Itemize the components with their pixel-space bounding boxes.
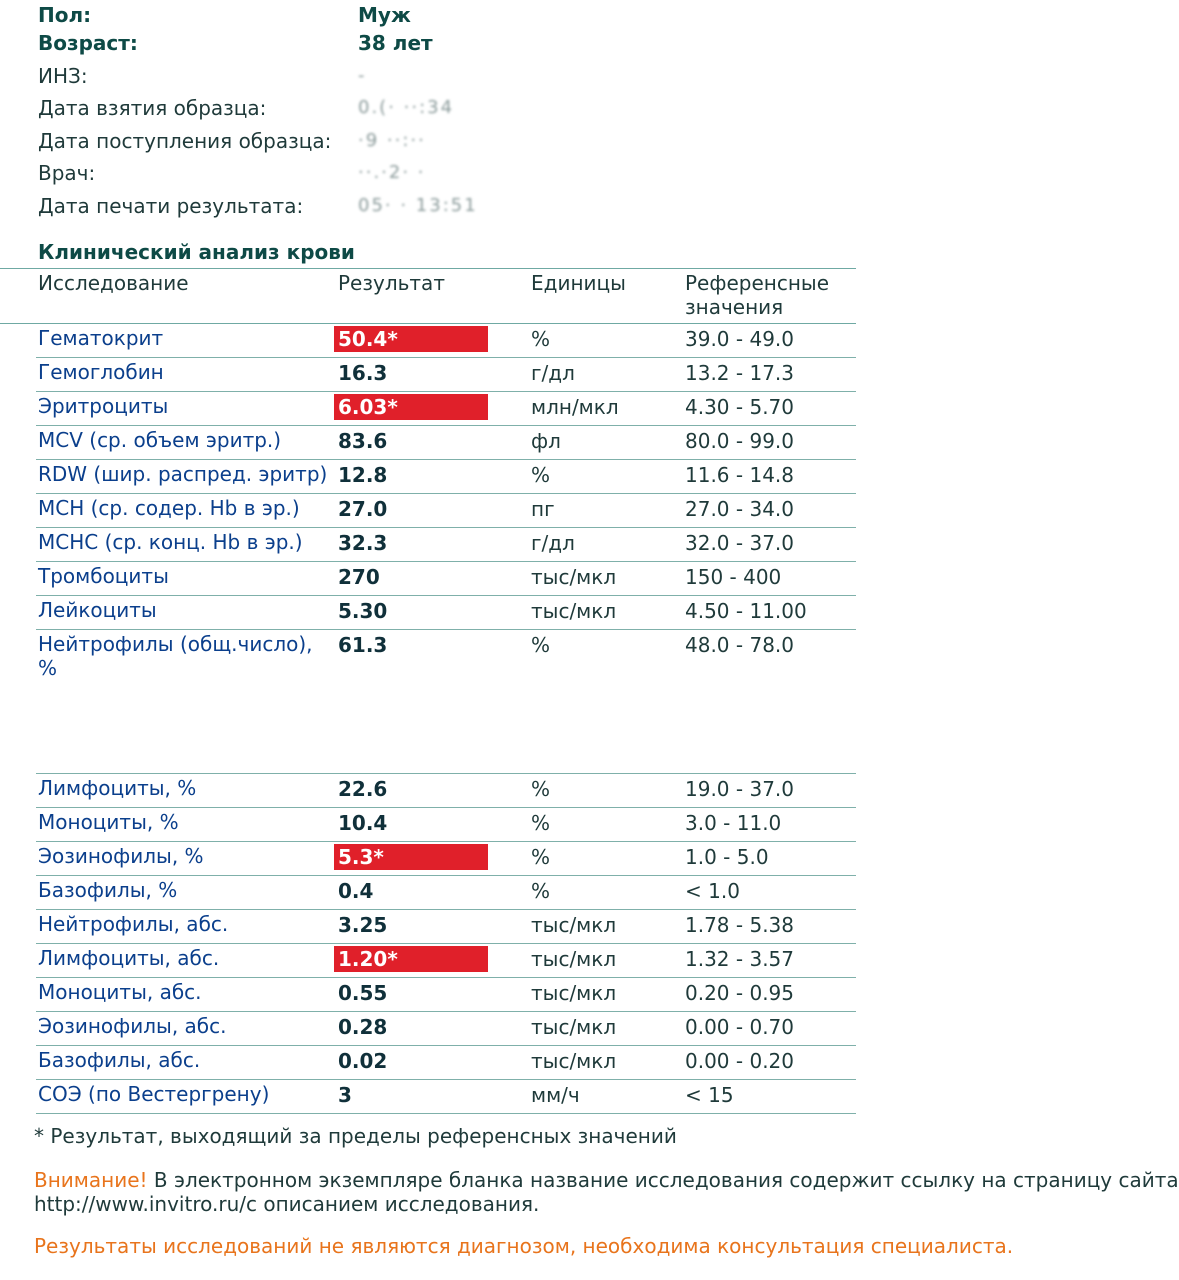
warning-line (34, 1168, 1179, 1192)
result-value: 270 (338, 565, 380, 589)
result-value: 10.4 (338, 811, 388, 835)
result-unit: % (531, 327, 551, 351)
result-unit: тыс/мкл (531, 947, 617, 971)
result-value: 83.6 (338, 429, 388, 453)
test-name-line: Базофилы, % (38, 878, 178, 902)
result-value: 5.30 (338, 599, 388, 623)
result-unit: тыс/мкл (531, 1049, 617, 1073)
test-name-line: Гематокрит (38, 326, 164, 350)
table-row (36, 358, 856, 392)
header-units: Единицы (531, 271, 626, 295)
result-value: 22.6 (338, 777, 388, 801)
header-reference-line1: Референсные (685, 271, 830, 295)
reference-range: < 15 (685, 1083, 734, 1107)
table-row (36, 978, 856, 1012)
table-row (36, 426, 856, 460)
age-label: Возраст: (38, 31, 138, 55)
warning-text: В электронном экземпляре бланка название исследования содержит ссылку на страницу сайта (147, 1168, 1179, 1192)
warning-label: Внимание! (34, 1168, 148, 1192)
test-name-line: Тромбоциты (38, 564, 169, 588)
table-row (36, 494, 856, 528)
test-name (38, 632, 313, 680)
result-value: 3.25 (338, 913, 388, 937)
result-value-flagged: 6.03* (334, 394, 488, 420)
test-name-line: MCH (ср. содер. Hb в эр.) (38, 496, 300, 520)
test-name (38, 844, 204, 868)
result-unit: тыс/мкл (531, 1015, 617, 1039)
header-reference (685, 271, 829, 319)
reference-range: 1.32 - 3.57 (685, 947, 794, 971)
result-unit: тыс/мкл (531, 981, 617, 1005)
result-unit: % (531, 633, 551, 657)
warning-link-line: http://www.invitro.ru/с описанием исследования. (34, 1192, 540, 1216)
test-name (38, 810, 179, 834)
reference-range: 4.50 - 11.00 (685, 599, 807, 623)
reference-range: 0.00 - 0.20 (685, 1049, 794, 1073)
test-name (38, 428, 281, 452)
table-row (36, 460, 856, 494)
test-name (38, 1082, 269, 1106)
test-name (38, 878, 177, 902)
table-row (36, 1046, 856, 1080)
table-row (36, 910, 856, 944)
result-value: 0.02 (338, 1049, 388, 1073)
reference-range: < 1.0 (685, 879, 740, 903)
result-unit: пг (531, 497, 555, 521)
result-value-flagged: 50.4* (334, 326, 488, 352)
sample-date-value: 0.(· ··:34 (358, 97, 455, 118)
table-row (36, 392, 856, 426)
final-note: Результаты исследований не являются диагнозом, необходима консультация специалиста. (34, 1234, 1014, 1258)
reference-range: 150 - 400 (685, 565, 782, 589)
test-name (38, 946, 219, 970)
reference-range: 80.0 - 99.0 (685, 429, 794, 453)
result-value-flagged: 1.20* (334, 946, 488, 972)
test-name (38, 776, 196, 800)
result-unit: % (531, 879, 551, 903)
print-date-value: 05· · 13:51 (358, 195, 478, 216)
section-title: Клинический анализ крови (38, 240, 355, 264)
test-name-line: Моноциты, % (38, 810, 179, 834)
test-name-line: Лейкоциты (38, 598, 157, 622)
reference-range: 4.30 - 5.70 (685, 395, 794, 419)
test-name-line: Гемоглобин (38, 360, 164, 384)
reference-range: 13.2 - 17.3 (685, 361, 794, 385)
test-name (38, 394, 168, 418)
header-reference-line2: значения (685, 295, 784, 319)
test-name-line: Эозинофилы, % (38, 844, 204, 868)
inz-label: ИНЗ: (38, 64, 88, 88)
test-name-line: Нейтрофилы (общ.число), (38, 632, 313, 656)
result-value: 12.8 (338, 463, 388, 487)
result-value: 0.55 (338, 981, 388, 1005)
table-row (36, 324, 856, 358)
test-name-line: Эритроциты (38, 394, 169, 418)
test-name-line: Нейтрофилы, абс. (38, 912, 229, 936)
header-test: Исследование (38, 271, 189, 295)
result-unit: фл (531, 429, 561, 453)
test-name-line: Моноциты, абс. (38, 980, 202, 1004)
table-row (36, 1080, 856, 1114)
test-name (38, 980, 202, 1004)
test-name-line: MCHC (ср. конц. Hb в эр.) (38, 530, 303, 554)
test-name-line: Эозинофилы, абс. (38, 1014, 227, 1038)
table-row (36, 944, 856, 978)
table-row (36, 596, 856, 630)
result-unit: % (531, 463, 551, 487)
test-name-line: СОЭ (по Вестергрену) (38, 1082, 270, 1106)
result-unit: % (531, 845, 551, 869)
result-unit: мм/ч (531, 1083, 580, 1107)
table-row (36, 774, 856, 808)
test-name-line: Лимфоциты, абс. (38, 946, 220, 970)
table-row (36, 562, 856, 596)
test-name-line: Лимфоциты, % (38, 776, 197, 800)
test-name (38, 462, 327, 486)
test-name-line: Базофилы, абс. (38, 1048, 201, 1072)
doctor-value: ··.·2· · (358, 162, 426, 183)
test-name (38, 598, 157, 622)
table-row (36, 630, 856, 774)
test-name (38, 360, 164, 384)
result-value: 27.0 (338, 497, 388, 521)
reference-range: 39.0 - 49.0 (685, 327, 794, 351)
receipt-date-value: ·9 ··:·· (358, 130, 426, 151)
test-name (38, 1014, 226, 1038)
header-result: Результат (338, 271, 445, 295)
result-value: 32.3 (338, 531, 388, 555)
reference-range: 27.0 - 34.0 (685, 497, 794, 521)
reference-range: 1.78 - 5.38 (685, 913, 794, 937)
table-row (36, 528, 856, 562)
reference-range: 3.0 - 11.0 (685, 811, 782, 835)
test-name (38, 564, 169, 588)
receipt-date-label: Дата поступления образца: (38, 129, 332, 153)
result-unit: тыс/мкл (531, 913, 617, 937)
test-name-line: MCV (ср. объем эритр.) (38, 428, 282, 452)
result-value: 61.3 (338, 633, 388, 657)
test-name (38, 496, 300, 520)
table-row (36, 1012, 856, 1046)
print-date-label: Дата печати результата: (38, 194, 304, 218)
table-row (36, 876, 856, 910)
doctor-label: Врач: (38, 161, 96, 185)
result-unit: г/дл (531, 361, 575, 385)
test-name (38, 1048, 200, 1072)
inz-value: - (358, 65, 367, 86)
table-row (36, 842, 856, 876)
footnote: * Результат, выходящий за пределы референсных значений (34, 1124, 677, 1148)
table-header (0, 268, 856, 324)
result-value-flagged: 5.3* (334, 844, 488, 870)
test-name (38, 912, 228, 936)
sex-label: Пол: (38, 3, 92, 27)
table-row (36, 808, 856, 842)
test-name (38, 326, 163, 350)
result-unit: тыс/мкл (531, 565, 617, 589)
result-value: 0.28 (338, 1015, 388, 1039)
reference-range: 0.20 - 0.95 (685, 981, 794, 1005)
result-value: 3 (338, 1083, 352, 1107)
result-unit: г/дл (531, 531, 575, 555)
test-name-line-2: % (38, 656, 58, 680)
result-value: 0.4 (338, 879, 374, 903)
reference-range: 19.0 - 37.0 (685, 777, 794, 801)
reference-range: 1.0 - 5.0 (685, 845, 769, 869)
reference-range: 0.00 - 0.70 (685, 1015, 794, 1039)
sex-value: Муж (358, 3, 411, 27)
age-value: 38 лет (358, 31, 433, 55)
result-value: 16.3 (338, 361, 388, 385)
result-unit: млн/мкл (531, 395, 619, 419)
reference-range: 32.0 - 37.0 (685, 531, 794, 555)
result-unit: тыс/мкл (531, 599, 617, 623)
result-unit: % (531, 811, 551, 835)
test-name-line: RDW (шир. распред. эритр) (38, 462, 328, 486)
reference-range: 48.0 - 78.0 (685, 633, 794, 657)
test-name (38, 530, 303, 554)
result-unit: % (531, 777, 551, 801)
sample-date-label: Дата взятия образца: (38, 96, 267, 120)
reference-range: 11.6 - 14.8 (685, 463, 794, 487)
